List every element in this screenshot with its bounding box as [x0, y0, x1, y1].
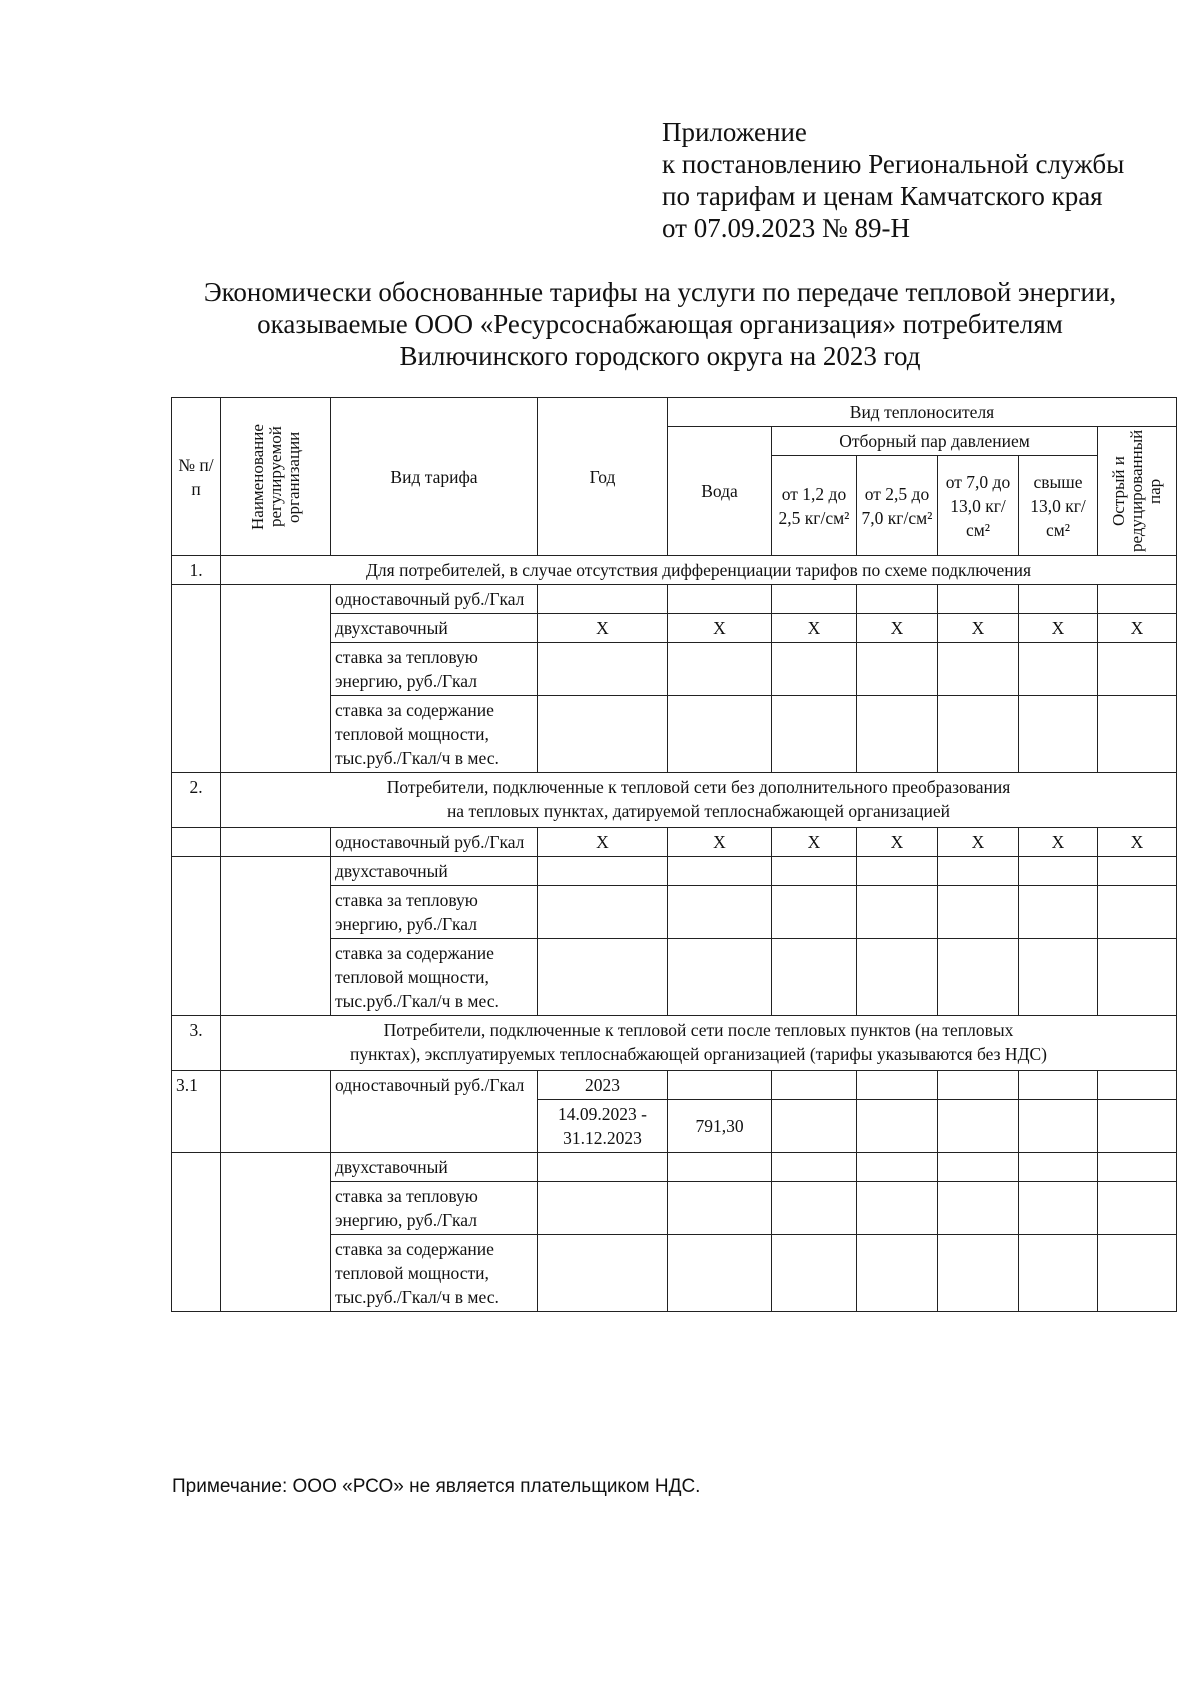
empty-cell — [172, 585, 221, 773]
row-label: одноставочный руб./Гкал — [331, 585, 538, 614]
section-title-line: Потребители, подключенные к тепловой сети без дополнительного преобразования — [386, 777, 1011, 797]
row-label: двухставочный — [331, 857, 538, 886]
row-label: ставка за содержание тепловой мощности, тыс.руб./Гкал/ч в мес. — [331, 696, 538, 773]
row-label: ставка за тепловую энергию, руб./Гкал — [331, 886, 538, 939]
row-label: одноставочный руб./Гкал — [331, 1071, 538, 1153]
footnote: Примечание: ООО «РСО» не является плательщиком НДС. — [172, 1476, 701, 1497]
section-num: 1. — [172, 556, 221, 585]
x-mark: X — [938, 828, 1019, 857]
header-org — [221, 398, 331, 556]
row-label: ставка за содержание тепловой мощности, тыс.руб./Гкал/ч в мес. — [331, 1235, 538, 1312]
empty-cell — [221, 1153, 331, 1312]
x-mark: X — [772, 828, 857, 857]
section-title-line: пунктах), эксплуатируемых теплоснабжающей организацией (тарифы указываются без НДС) — [349, 1044, 1048, 1064]
appendix-line: Приложение — [662, 117, 807, 147]
section-num: 3. — [172, 1016, 221, 1071]
water-tariff-value: 791,30 — [668, 1100, 772, 1153]
header-num: № п/п — [172, 398, 221, 556]
header-org-label: Наименование регулируемой организации — [247, 423, 303, 530]
tariff-table — [171, 397, 1177, 1312]
header-sharp — [1098, 427, 1177, 556]
header-sharp-label: Острый и редуцированный пар — [1109, 429, 1164, 553]
x-mark: X — [538, 828, 668, 857]
section-num: 2. — [172, 773, 221, 828]
empty-cell — [221, 585, 331, 773]
row-label: ставка за содержание тепловой мощности, тыс.руб./Гкал/ч в мес. — [331, 939, 538, 1016]
x-mark: X — [1098, 614, 1177, 643]
row-label: двухставочный — [331, 614, 538, 643]
x-mark: X — [857, 828, 938, 857]
header-carrier: Вид теплоносителя — [668, 398, 1177, 427]
header-tariff-type: Вид тарифа — [331, 398, 538, 556]
header-water: Вода — [668, 427, 772, 556]
appendix-line: по тарифам и ценам Камчатского края — [662, 181, 1103, 211]
x-mark: X — [1019, 614, 1098, 643]
header-year: Год — [538, 398, 668, 556]
empty-cell — [172, 828, 221, 857]
title-line: оказываемые ООО «Ресурсоснабжающая организация» потребителям — [257, 309, 1063, 339]
row-label: одноставочный руб./Гкал — [331, 828, 538, 857]
x-mark: X — [538, 614, 668, 643]
appendix-line: от 07.09.2023 № 89-Н — [662, 213, 910, 243]
x-mark: X — [938, 614, 1019, 643]
year-value: 2023 — [538, 1071, 668, 1100]
title-line: Экономически обоснованные тарифы на услуги по передаче тепловой энергии, — [203, 277, 1117, 307]
x-mark: X — [668, 614, 772, 643]
header-pressure-2: от 2,5 до 7,0 кг/см² — [857, 456, 938, 556]
header-pressure-4: свыше 13,0 кг/см² — [1019, 456, 1098, 556]
empty-cell — [221, 828, 331, 857]
x-mark: X — [857, 614, 938, 643]
empty-cell — [172, 857, 221, 1016]
appendix-block — [662, 116, 1124, 244]
appendix-line: к постановлению Региональной службы — [662, 149, 1125, 179]
x-mark: X — [668, 828, 772, 857]
empty-cell — [221, 1071, 331, 1153]
empty-cell — [172, 1153, 221, 1312]
header-steam: Отборный пар давлением — [772, 427, 1098, 456]
row-label: ставка за тепловую энергию, руб./Гкал — [331, 1182, 538, 1235]
header-pressure-3: от 7,0 до 13,0 кг/см² — [938, 456, 1019, 556]
row-label: ставка за тепловую энергию, руб./Гкал — [331, 643, 538, 696]
section-title — [221, 1016, 1177, 1071]
section-title — [221, 773, 1177, 828]
empty-cell — [221, 857, 331, 1016]
row-label: двухставочный — [331, 1153, 538, 1182]
header-pressure-1: от 1,2 до 2,5 кг/см² — [772, 456, 857, 556]
subsection-num: 3.1 — [172, 1071, 221, 1153]
title-line: Вилючинского городского округа на 2023 год — [399, 341, 921, 371]
period-value: 14.09.2023 - 31.12.2023 — [538, 1100, 668, 1153]
section-title: Для потребителей, в случае отсутствия дифференциации тарифов по схеме подключения — [221, 556, 1177, 585]
section-title-line: на тепловых пунктах, датируемой теплоснабжающей организацией — [446, 801, 951, 821]
document-title — [160, 276, 1160, 372]
x-mark: X — [1098, 828, 1177, 857]
x-mark: X — [772, 614, 857, 643]
section-title-line: Потребители, подключенные к тепловой сети после тепловых пунктов (на тепловых — [383, 1020, 1014, 1040]
x-mark: X — [1019, 828, 1098, 857]
